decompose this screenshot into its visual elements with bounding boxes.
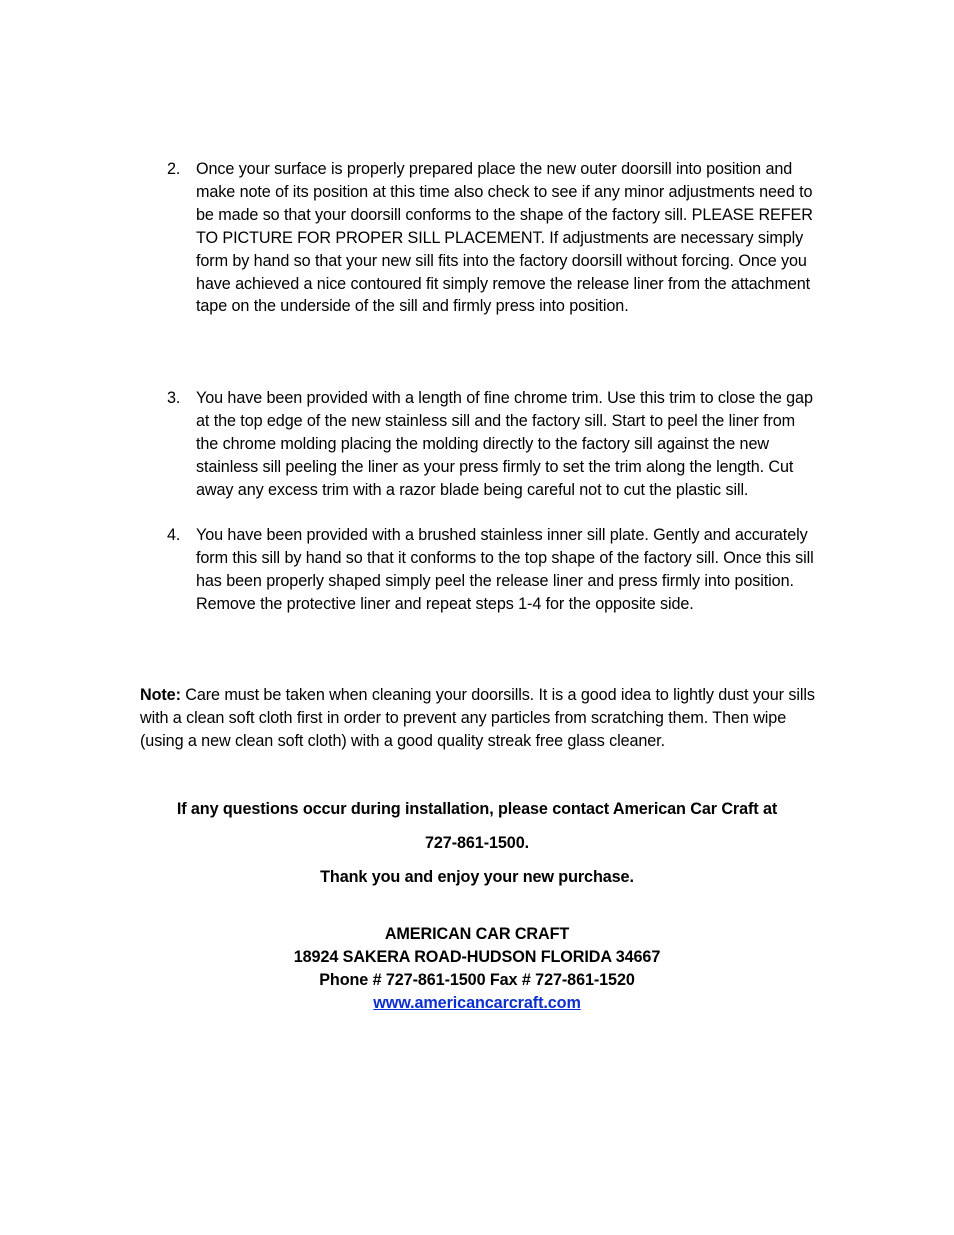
company-address: 18924 SAKERA ROAD-HUDSON FLORIDA 34667 [293,948,661,966]
instruction-number: 2. [167,160,181,178]
instruction-number: 4. [167,526,181,544]
company-phone-fax: Phone # 727-861-1500 Fax # 727-861-1520 [319,971,635,989]
company-website-link[interactable]: www.americancarcraft.com [373,994,581,1012]
instruction-number: 3. [167,389,181,407]
instruction-item-4 [140,524,820,616]
thanks-line: Thank you and enjoy your new purchase. [320,868,634,886]
instruction-text: Once your surface is properly prepared place the new outer doorsill into position and make note of its position at this time also check to see if any minor adjustments need to be made so that your doorsill conforms to the shape of the factory sill. PLEASE REFER TO PICTURE FOR PROPER SILL PLACEMENT. If adjustments are necessary simply form by hand so that your new sill fits into the factory doorsill without forcing. Once you have achieved a nice contoured fit simply remove the release liner from the attachment tape on the underside of the sill and firmly press into position. [196,160,813,316]
contact-line: If any questions occur during installation, please contact American Car Craft at [176,800,778,818]
note-label: Note: [140,686,181,704]
company-website-container [0,992,954,1015]
instruction-item-2 [140,158,820,318]
company-name: AMERICAN CAR CRAFT [384,925,570,943]
cleaning-note [140,684,820,753]
note-text: Care must be taken when cleaning your doorsills. It is a good idea to lightly dust your sills with a clean soft cloth first in order to prevent any particles from scratching them. Then wipe (using a new clean soft cloth) with a good quality streak free glass cleaner. [140,686,815,750]
contact-phone: 727-861-1500. [424,834,529,852]
instruction-text: You have been provided with a length of fine chrome trim. Use this trim to close the gap at the top edge of the new stainless sill and the factory sill. Start to peel the liner from the chrome molding placing the molding directly to the factory sill against the new stainless sill peeling the liner as your press firmly to set the trim along the length. Cut away any excess trim with a razor blade being careful not to cut the plastic sill. [196,389,813,499]
instruction-item-3 [140,387,820,502]
instruction-text: You have been provided with a brushed stainless inner sill plate. Gently and accurately form this sill by hand so that it conforms to the top shape of the factory sill. Once this sill has been properly shaped simply peel the release liner and press firmly into position. Remove the protective liner and repeat steps 1-4 for the opposite side. [196,526,814,613]
